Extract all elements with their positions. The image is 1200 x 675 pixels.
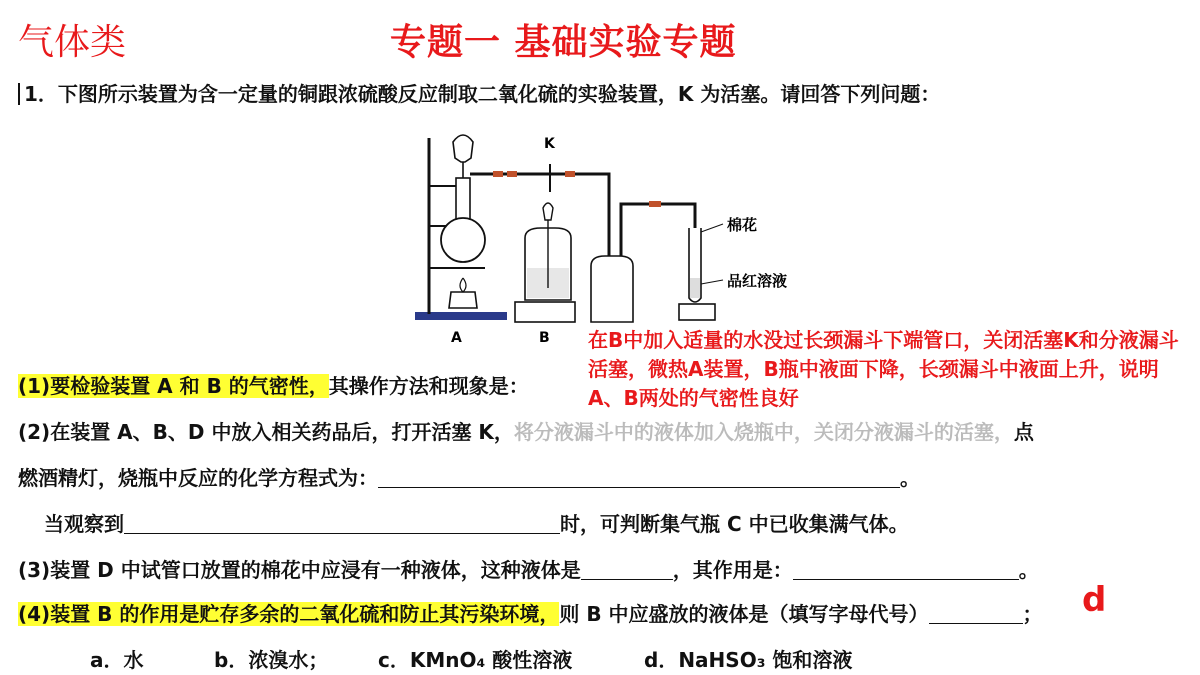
wood-block-b <box>515 302 575 322</box>
rubber-joint <box>493 171 503 177</box>
rubber-joint <box>507 171 517 177</box>
part-3-end: 。 <box>1018 558 1039 582</box>
part-2-equation-prompt: 燃酒精灯，烧瓶中反应的化学方程式为： <box>18 466 378 490</box>
test-tube-liquid <box>690 278 700 298</box>
pointer-cotton <box>701 224 723 232</box>
pointer-solution <box>701 280 723 284</box>
part-4-highlight: (4)装置 B 的作用是贮存多余的二氧化硫和防止其污染环境， <box>18 602 560 626</box>
part-2-line-2-end: 。 <box>900 466 920 490</box>
option-d: d．NaHSO₃ 饱和溶液 <box>644 648 853 672</box>
part-3 <box>18 554 1039 583</box>
function-blank[interactable] <box>793 559 1019 580</box>
question-stem-text: 1．下图所示装置为含一定量的铜跟浓硫酸反应制取二氧化硫的实验装置，K 为活塞。请回答下列问题： <box>24 82 941 106</box>
category-label: 气体类 <box>18 22 127 63</box>
answer-overlay: 在B中加入适量的水没过长颈漏斗下端管口，关闭活塞K和分液漏斗活塞，微热A装置，B瓶中液面下降，长颈漏斗中液面上升，说明A、B两处的气密性良好 <box>588 326 1188 413</box>
choice-blank[interactable] <box>929 603 1023 624</box>
round-flask <box>441 218 485 262</box>
part-2-hidden: 将分液漏斗中的液体加入烧瓶中，关闭分液漏斗的活塞， <box>513 420 1014 444</box>
part-4 <box>18 598 1043 627</box>
equation-blank[interactable] <box>378 467 900 488</box>
apparatus-diagram <box>405 128 805 348</box>
part-4-rest: 则 B 中应盛放的液体是（填写字母代号） <box>559 602 929 626</box>
part-2-line-3 <box>44 508 909 537</box>
rubber-joint <box>649 201 661 207</box>
part-2-line-2 <box>18 462 920 491</box>
label-cotton: 棉花 <box>727 216 758 234</box>
part-3-start: (3)装置 D 中试管口放置的棉花中应浸有一种液体，这种液体是 <box>18 558 581 582</box>
part-3-mid: ，其作用是： <box>672 558 793 582</box>
answer-choice: d <box>1082 580 1107 620</box>
flask-neck <box>456 178 470 220</box>
label-k: K <box>544 136 555 152</box>
part-4-end: ； <box>1022 602 1043 626</box>
observation-blank[interactable] <box>124 513 560 534</box>
cursor-bar <box>18 83 20 105</box>
observe-prompt: 当观察到 <box>44 512 124 536</box>
wood-block-d <box>679 304 715 320</box>
question-stem <box>18 78 940 107</box>
rubber-joint <box>565 171 575 177</box>
part-1-rest: 其操作方法和现象是： <box>328 374 529 398</box>
flame-icon <box>460 278 466 292</box>
liquid-blank[interactable] <box>581 559 673 580</box>
part-2-start: (2)在装置 A、B、D 中放入相关药品后，打开活塞 K， <box>18 420 514 444</box>
part-2-line-1 <box>18 416 1034 445</box>
option-b: b．浓溴水； <box>214 648 329 672</box>
option-c: c．KMnO₄ 酸性溶液 <box>378 648 573 672</box>
observe-end: 时，可判断集气瓶 C 中已收集满气体。 <box>560 512 909 536</box>
label-a: A <box>451 330 462 346</box>
long-neck-funnel <box>543 203 553 220</box>
page-title: 专题一 基础实验专题 <box>390 22 737 63</box>
gas-collecting-bottle-c <box>591 256 633 322</box>
delivery-tube-to-c <box>605 174 609 256</box>
option-a: a．水 <box>90 648 144 672</box>
separatory-funnel <box>453 135 473 162</box>
alcohol-lamp <box>449 292 477 308</box>
part-1 <box>18 370 529 399</box>
part-1-highlight: (1)要检验装置 A 和 B 的气密性， <box>18 374 329 398</box>
part-2-end: 点 <box>1013 420 1034 444</box>
delivery-tube-to-d <box>621 204 695 256</box>
label-solution: 品红溶液 <box>727 272 788 290</box>
label-b: B <box>539 330 550 346</box>
